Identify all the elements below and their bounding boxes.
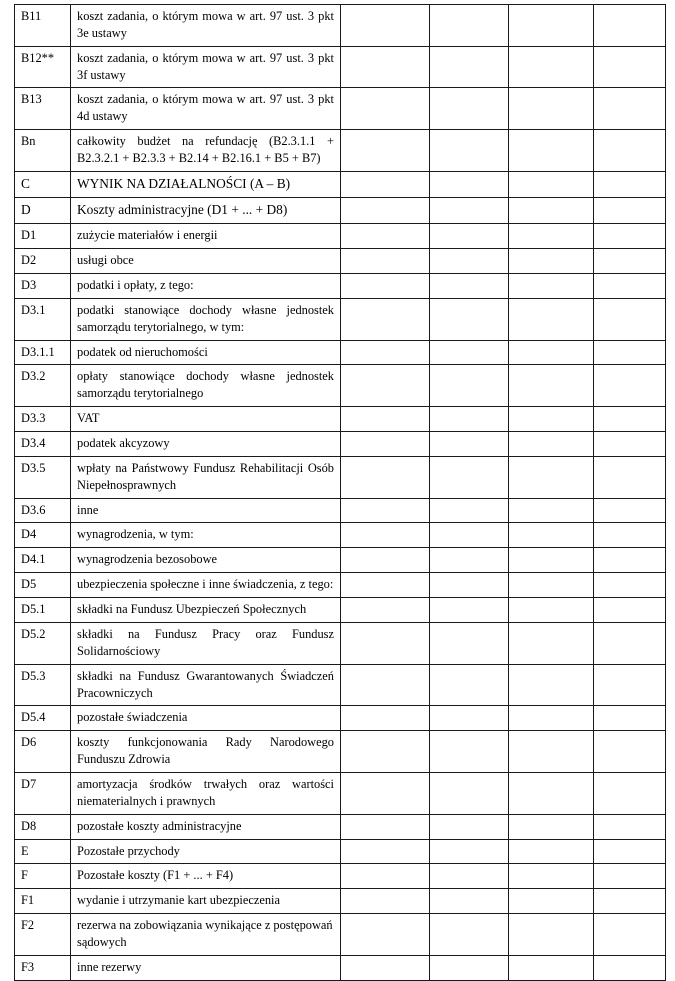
cost-table xyxy=(14,4,666,981)
row-description: składki na Fundusz Gwarantowanych Świadczeń Pracowniczych xyxy=(71,664,341,706)
table-row xyxy=(15,130,666,172)
row-value-4-cell[interactable] xyxy=(594,864,666,889)
table-row xyxy=(15,498,666,523)
row-value-2-cell[interactable] xyxy=(430,706,509,731)
row-description: amortyzacja środków trwałych oraz wartości niematerialnych i prawnych xyxy=(71,772,341,814)
table-row xyxy=(15,198,666,224)
row-code: D3.4 xyxy=(15,432,71,457)
row-value-4-cell[interactable] xyxy=(594,88,666,130)
table-row xyxy=(15,548,666,573)
row-value-1-cell[interactable] xyxy=(341,706,430,731)
row-description: wynagrodzenia bezosobowe xyxy=(71,548,341,573)
row-code: D3.1 xyxy=(15,298,71,340)
row-value-4-cell[interactable] xyxy=(594,365,666,407)
row-value-1-cell[interactable] xyxy=(341,573,430,598)
row-description: składki na Fundusz Pracy oraz Fundusz Solidarnościowy xyxy=(71,622,341,664)
row-value-1-cell[interactable] xyxy=(341,130,430,172)
row-description: podatki stanowiące dochody własne jednostek samorządu terytorialnego, w tym: xyxy=(71,298,341,340)
row-value-3-cell[interactable] xyxy=(509,839,594,864)
row-value-1-cell[interactable] xyxy=(341,171,430,197)
row-code: D5.2 xyxy=(15,622,71,664)
row-value-3-cell[interactable] xyxy=(509,548,594,573)
row-value-2-cell[interactable] xyxy=(430,573,509,598)
row-code: F1 xyxy=(15,889,71,914)
row-value-1-cell[interactable] xyxy=(341,731,430,773)
row-value-2-cell[interactable] xyxy=(430,664,509,706)
row-code: D5.4 xyxy=(15,706,71,731)
row-value-4-cell[interactable] xyxy=(594,498,666,523)
row-value-4-cell[interactable] xyxy=(594,706,666,731)
row-code: Bn xyxy=(15,130,71,172)
row-description: inne xyxy=(71,498,341,523)
row-description: inne rezerwy xyxy=(71,955,341,980)
row-value-4-cell[interactable] xyxy=(594,432,666,457)
row-value-4-cell[interactable] xyxy=(594,456,666,498)
table-row xyxy=(15,864,666,889)
row-code: E xyxy=(15,839,71,864)
row-value-2-cell[interactable] xyxy=(430,889,509,914)
table-row xyxy=(15,523,666,548)
row-value-3-cell[interactable] xyxy=(509,573,594,598)
row-description: VAT xyxy=(71,407,341,432)
row-description: Koszty administracyjne (D1 + ... + D8) xyxy=(71,198,341,224)
row-value-4-cell[interactable] xyxy=(594,914,666,956)
row-value-2-cell[interactable] xyxy=(430,274,509,299)
row-value-1-cell[interactable] xyxy=(341,5,430,47)
row-value-3-cell[interactable] xyxy=(509,198,594,224)
row-description: całkowity budżet na refundację (B2.3.1.1 + B2.3.2.1 + B2.3.3 + B2.14 + B2.16.1 + B5 + B7) xyxy=(71,130,341,172)
row-value-2-cell[interactable] xyxy=(430,249,509,274)
row-code: D5 xyxy=(15,573,71,598)
row-code: D1 xyxy=(15,224,71,249)
table-row xyxy=(15,456,666,498)
table-row xyxy=(15,340,666,365)
table-row xyxy=(15,839,666,864)
row-value-3-cell[interactable] xyxy=(509,298,594,340)
row-value-3-cell[interactable] xyxy=(509,889,594,914)
row-description: pozostałe świadczenia xyxy=(71,706,341,731)
row-code: B12** xyxy=(15,46,71,88)
table-row xyxy=(15,46,666,88)
table-row xyxy=(15,598,666,623)
row-description: Pozostałe przychody xyxy=(71,839,341,864)
row-description: wydanie i utrzymanie kart ubezpieczenia xyxy=(71,889,341,914)
row-value-2-cell[interactable] xyxy=(430,5,509,47)
cost-table-body xyxy=(15,5,666,981)
row-value-3-cell[interactable] xyxy=(509,955,594,980)
row-description: zużycie materiałów i energii xyxy=(71,224,341,249)
row-value-3-cell[interactable] xyxy=(509,130,594,172)
row-value-2-cell[interactable] xyxy=(430,731,509,773)
table-row xyxy=(15,889,666,914)
row-code: D3.2 xyxy=(15,365,71,407)
table-row xyxy=(15,955,666,980)
row-value-4-cell[interactable] xyxy=(594,130,666,172)
row-value-3-cell[interactable] xyxy=(509,456,594,498)
row-value-4-cell[interactable] xyxy=(594,407,666,432)
row-value-3-cell[interactable] xyxy=(509,249,594,274)
row-value-4-cell[interactable] xyxy=(594,523,666,548)
row-code: D3.5 xyxy=(15,456,71,498)
row-value-3-cell[interactable] xyxy=(509,46,594,88)
row-value-2-cell[interactable] xyxy=(430,622,509,664)
row-description: podatek od nieruchomości xyxy=(71,340,341,365)
row-value-1-cell[interactable] xyxy=(341,432,430,457)
row-code: D5.3 xyxy=(15,664,71,706)
row-value-2-cell[interactable] xyxy=(430,171,509,197)
row-code: D7 xyxy=(15,772,71,814)
table-row xyxy=(15,814,666,839)
table-row xyxy=(15,407,666,432)
row-code: C xyxy=(15,171,71,197)
row-value-2-cell[interactable] xyxy=(430,814,509,839)
row-value-1-cell[interactable] xyxy=(341,955,430,980)
row-value-3-cell[interactable] xyxy=(509,171,594,197)
row-value-4-cell[interactable] xyxy=(594,772,666,814)
row-value-1-cell[interactable] xyxy=(341,914,430,956)
row-description: WYNIK NA DZIAŁALNOŚCI (A – B) xyxy=(71,171,341,197)
row-value-3-cell[interactable] xyxy=(509,664,594,706)
row-value-3-cell[interactable] xyxy=(509,365,594,407)
row-code: D3.6 xyxy=(15,498,71,523)
row-description: podatek akcyzowy xyxy=(71,432,341,457)
table-row xyxy=(15,772,666,814)
table-row xyxy=(15,249,666,274)
row-description: koszty funkcjonowania Rady Narodowego Funduszu Zdrowia xyxy=(71,731,341,773)
table-row xyxy=(15,914,666,956)
row-description: wynagrodzenia, w tym: xyxy=(71,523,341,548)
row-value-2-cell[interactable] xyxy=(430,864,509,889)
row-value-2-cell[interactable] xyxy=(430,365,509,407)
cost-table-container xyxy=(14,4,665,981)
table-row xyxy=(15,5,666,47)
row-description: koszt zadania, o którym mowa w art. 97 ust. 3 pkt 4d ustawy xyxy=(71,88,341,130)
row-code: F3 xyxy=(15,955,71,980)
row-description: usługi obce xyxy=(71,249,341,274)
table-row xyxy=(15,274,666,299)
table-row xyxy=(15,664,666,706)
row-value-2-cell[interactable] xyxy=(430,839,509,864)
row-value-3-cell[interactable] xyxy=(509,5,594,47)
row-value-2-cell[interactable] xyxy=(430,955,509,980)
table-row xyxy=(15,432,666,457)
row-description: pozostałe koszty administracyjne xyxy=(71,814,341,839)
row-value-4-cell[interactable] xyxy=(594,249,666,274)
table-row xyxy=(15,622,666,664)
row-value-2-cell[interactable] xyxy=(430,772,509,814)
table-row xyxy=(15,298,666,340)
row-value-2-cell[interactable] xyxy=(430,914,509,956)
row-value-2-cell[interactable] xyxy=(430,432,509,457)
row-value-3-cell[interactable] xyxy=(509,731,594,773)
row-value-3-cell[interactable] xyxy=(509,340,594,365)
row-value-1-cell[interactable] xyxy=(341,864,430,889)
row-value-1-cell[interactable] xyxy=(341,224,430,249)
row-code: D3 xyxy=(15,274,71,299)
row-code: D3.3 xyxy=(15,407,71,432)
row-value-2-cell[interactable] xyxy=(430,407,509,432)
row-value-4-cell[interactable] xyxy=(594,340,666,365)
table-row xyxy=(15,573,666,598)
row-value-3-cell[interactable] xyxy=(509,88,594,130)
row-code: D5.1 xyxy=(15,598,71,623)
row-value-1-cell[interactable] xyxy=(341,46,430,88)
row-code: D2 xyxy=(15,249,71,274)
row-code: F2 xyxy=(15,914,71,956)
row-value-3-cell[interactable] xyxy=(509,523,594,548)
row-value-2-cell[interactable] xyxy=(430,456,509,498)
row-value-2-cell[interactable] xyxy=(430,88,509,130)
row-value-1-cell[interactable] xyxy=(341,249,430,274)
row-value-4-cell[interactable] xyxy=(594,622,666,664)
row-value-3-cell[interactable] xyxy=(509,864,594,889)
row-value-1-cell[interactable] xyxy=(341,598,430,623)
row-value-3-cell[interactable] xyxy=(509,914,594,956)
row-value-3-cell[interactable] xyxy=(509,772,594,814)
row-value-2-cell[interactable] xyxy=(430,46,509,88)
row-value-2-cell[interactable] xyxy=(430,224,509,249)
row-value-3-cell[interactable] xyxy=(509,622,594,664)
table-row xyxy=(15,731,666,773)
row-value-1-cell[interactable] xyxy=(341,839,430,864)
row-value-1-cell[interactable] xyxy=(341,814,430,839)
row-description: składki na Fundusz Ubezpieczeń Społecznych xyxy=(71,598,341,623)
row-value-4-cell[interactable] xyxy=(594,46,666,88)
row-value-2-cell[interactable] xyxy=(430,198,509,224)
table-row xyxy=(15,365,666,407)
row-value-3-cell[interactable] xyxy=(509,598,594,623)
row-value-1-cell[interactable] xyxy=(341,523,430,548)
row-value-1-cell[interactable] xyxy=(341,456,430,498)
row-value-1-cell[interactable] xyxy=(341,889,430,914)
row-description: koszt zadania, o którym mowa w art. 97 ust. 3 pkt 3e ustawy xyxy=(71,5,341,47)
row-value-4-cell[interactable] xyxy=(594,224,666,249)
table-row xyxy=(15,706,666,731)
row-value-4-cell[interactable] xyxy=(594,573,666,598)
row-value-3-cell[interactable] xyxy=(509,407,594,432)
row-value-4-cell[interactable] xyxy=(594,955,666,980)
row-value-4-cell[interactable] xyxy=(594,598,666,623)
row-value-3-cell[interactable] xyxy=(509,432,594,457)
row-code: B13 xyxy=(15,88,71,130)
row-value-3-cell[interactable] xyxy=(509,498,594,523)
row-description: koszt zadania, o którym mowa w art. 97 ust. 3 pkt 3f ustawy xyxy=(71,46,341,88)
row-value-3-cell[interactable] xyxy=(509,814,594,839)
row-value-4-cell[interactable] xyxy=(594,198,666,224)
row-value-4-cell[interactable] xyxy=(594,839,666,864)
row-description: rezerwa na zobowiązania wynikające z postępowań sądowych xyxy=(71,914,341,956)
row-value-1-cell[interactable] xyxy=(341,664,430,706)
row-value-1-cell[interactable] xyxy=(341,772,430,814)
row-value-4-cell[interactable] xyxy=(594,5,666,47)
table-row xyxy=(15,224,666,249)
table-row xyxy=(15,88,666,130)
row-value-4-cell[interactable] xyxy=(594,548,666,573)
row-value-1-cell[interactable] xyxy=(341,622,430,664)
row-description: opłaty stanowiące dochody własne jednostek samorządu terytorialnego xyxy=(71,365,341,407)
row-description: Pozostałe koszty (F1 + ... + F4) xyxy=(71,864,341,889)
row-value-2-cell[interactable] xyxy=(430,498,509,523)
row-value-4-cell[interactable] xyxy=(594,731,666,773)
row-value-1-cell[interactable] xyxy=(341,365,430,407)
row-value-1-cell[interactable] xyxy=(341,88,430,130)
table-row xyxy=(15,171,666,197)
row-value-4-cell[interactable] xyxy=(594,171,666,197)
row-description: wpłaty na Państwowy Fundusz Rehabilitacji Osób Niepełnosprawnych xyxy=(71,456,341,498)
row-value-4-cell[interactable] xyxy=(594,298,666,340)
row-value-1-cell[interactable] xyxy=(341,198,430,224)
row-value-1-cell[interactable] xyxy=(341,298,430,340)
row-code: D xyxy=(15,198,71,224)
row-value-2-cell[interactable] xyxy=(430,130,509,172)
row-value-1-cell[interactable] xyxy=(341,274,430,299)
row-value-3-cell[interactable] xyxy=(509,706,594,731)
row-value-2-cell[interactable] xyxy=(430,523,509,548)
row-value-1-cell[interactable] xyxy=(341,407,430,432)
row-code: D4.1 xyxy=(15,548,71,573)
row-value-1-cell[interactable] xyxy=(341,498,430,523)
row-code: D3.1.1 xyxy=(15,340,71,365)
row-value-1-cell[interactable] xyxy=(341,340,430,365)
row-value-4-cell[interactable] xyxy=(594,664,666,706)
row-value-4-cell[interactable] xyxy=(594,814,666,839)
row-value-4-cell[interactable] xyxy=(594,274,666,299)
row-code: D4 xyxy=(15,523,71,548)
row-value-2-cell[interactable] xyxy=(430,298,509,340)
row-value-1-cell[interactable] xyxy=(341,548,430,573)
row-code: B11 xyxy=(15,5,71,47)
row-value-2-cell[interactable] xyxy=(430,598,509,623)
row-description: ubezpieczenia społeczne i inne świadczenia, z tego: xyxy=(71,573,341,598)
row-code: D8 xyxy=(15,814,71,839)
row-value-3-cell[interactable] xyxy=(509,224,594,249)
row-code: F xyxy=(15,864,71,889)
row-value-3-cell[interactable] xyxy=(509,274,594,299)
row-value-2-cell[interactable] xyxy=(430,340,509,365)
row-code: D6 xyxy=(15,731,71,773)
row-description: podatki i opłaty, z tego: xyxy=(71,274,341,299)
row-value-2-cell[interactable] xyxy=(430,548,509,573)
row-value-4-cell[interactable] xyxy=(594,889,666,914)
